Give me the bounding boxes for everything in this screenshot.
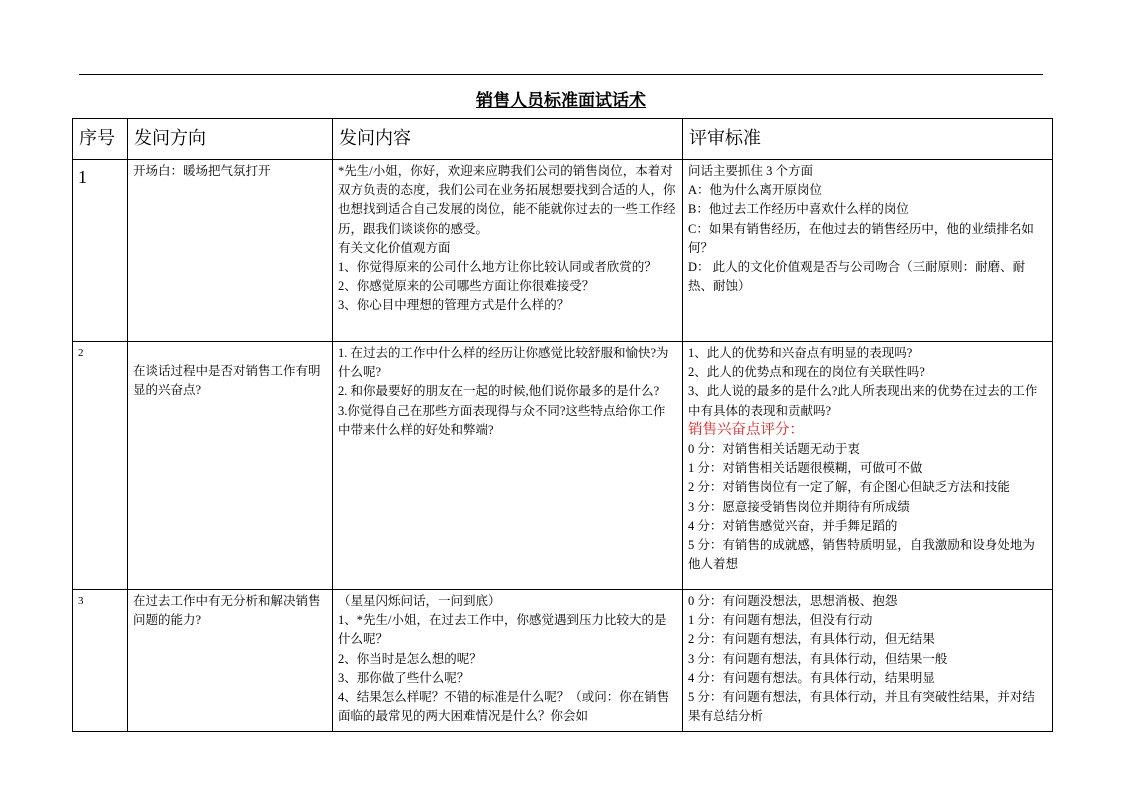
criteria-line: A：他为什么离开原岗位 [688,183,823,198]
title-text: 销售人员标准面试话术 [476,91,646,110]
row-no: 1 [73,160,128,342]
content-line: 1. 在过去的工作中什么样的经历让你感觉比较舒服和愉快?为什么呢? [338,346,669,380]
interview-table [72,118,1053,732]
criteria-line: 3、此人说的最多的是什么?此人所表现出来的优势在过去的工作中有具体的表现和贡献吗? [688,384,1038,418]
row-direction: 开场白：暖场把气氛打开 [128,160,333,342]
row-criteria [683,342,1053,590]
row-criteria [683,590,1053,732]
score-line: 4 分：对销售感觉兴奋，并手舞足蹈的 [688,518,898,533]
criteria-line: 3 分：有问题有想法，有具体行动，但结果一般 [688,651,948,666]
table-header-row [73,119,1053,160]
score-line: 1 分：对销售相关话题很模糊，可做可不做 [688,461,923,476]
criteria-line: 4 分：有问题有想法。有具体行动，结果明显 [688,670,935,685]
header-content: 发问内容 [333,119,683,160]
table-row [73,160,1053,342]
criteria-line: D： 此人的文化价值观是否与公司吻合（三耐原则：耐磨、耐热、耐蚀） [688,260,1026,294]
row-no: 2 [73,342,128,590]
header-criteria: 评审标准 [683,119,1053,160]
content-line: 3、你心目中理想的管理方式是什么样的？ [338,298,570,313]
content-line: *先生/小姐，你好，欢迎来应聘我们公司的销售岗位，本着对双方负责的态度，我们公司在业务拓展想要找到合适的人，你也想找到适合自己发展的岗位，能不能就你过去的一些工作经历，跟我们谈谈你的感受。 [338,164,676,236]
criteria-line: C：如果有销售经历，在他过去的销售经历中，他的业绩排名如何？ [688,221,1034,255]
content-line: 3.你觉得自己在那些方面表现得与众不同?这些特点给你工作中带来什么样的好处和弊端? [338,403,666,437]
score-line: 3 分：愿意接受销售岗位并期待有所成绩 [688,499,910,514]
criteria-line: 1、此人的优势和兴奋点有明显的表现吗? [688,346,913,360]
header-direction: 发问方向 [128,119,333,160]
content-line: 3、那你做了些什么呢？ [338,670,470,685]
content-line: 有关文化价值观方面 [338,240,451,255]
row-no: 3 [73,590,128,732]
criteria-line: 5 分：有问题有想法，有具体行动，并且有突破性结果，并对结果有总结分析 [688,690,1035,724]
score-title: 销售兴奋点评分： [688,421,804,438]
criteria-line: 2、此人的优势点和现在的岗位有关联性吗? [688,365,925,380]
header-no: 序号 [73,119,128,160]
content-line: 2. 和你最要好的朋友在一起的时候,他们说你最多的是什么? [338,384,660,399]
row-content [333,590,683,732]
table-row [73,342,1053,590]
criteria-line: 0 分：有问题没想法，思想消极、抱怨 [688,594,898,608]
content-line: 4、结果怎么样呢？不错的标准是什么呢？（或问：你在销售面临的最常见的两大困难情况是什么？你会如 [338,690,670,724]
header-rule [79,74,1043,75]
content-line: 1、*先生/小姐，在过去工作中，你感觉遇到压力比较大的是什么呢？ [338,613,667,647]
page-title [0,86,1122,111]
table-row [73,590,1053,732]
score-line: 0 分：对销售相关话题无动于衷 [688,442,860,457]
score-line: 5 分：有销售的成就感，销售特质明显，自我激励和设身处地为他人着想 [688,538,1035,572]
criteria-line: B：他过去工作经历中喜欢什么样的岗位 [688,202,909,217]
content-line: 2、你当时是怎么想的呢？ [338,651,482,666]
content-line: 1、你觉得原来的公司什么地方让你比较认同或者欣赏的？ [338,260,657,275]
row-direction: 在谈话过程中是否对销售工作有明显的兴奋点? [128,342,333,590]
criteria-line: 2 分：有问题有想法，有具体行动，但无结果 [688,632,935,647]
row-content [333,342,683,590]
score-line: 2 分：对销售岗位有一定了解，有企图心但缺乏方法和技能 [688,480,1010,495]
row-criteria [683,160,1053,342]
criteria-line: 1 分：有问题有想法，但没有行动 [688,613,873,628]
row-content [333,160,683,342]
criteria-line: 问话主要抓住 3 个方面 [688,164,814,178]
content-line: 2、你感觉原来的公司哪些方面让你很难接受？ [338,279,595,294]
row-direction: 在过去工作中有无分析和解决销售问题的能力? [128,590,333,732]
content-line: （星星闪烁问话，一问到底） [338,594,501,608]
